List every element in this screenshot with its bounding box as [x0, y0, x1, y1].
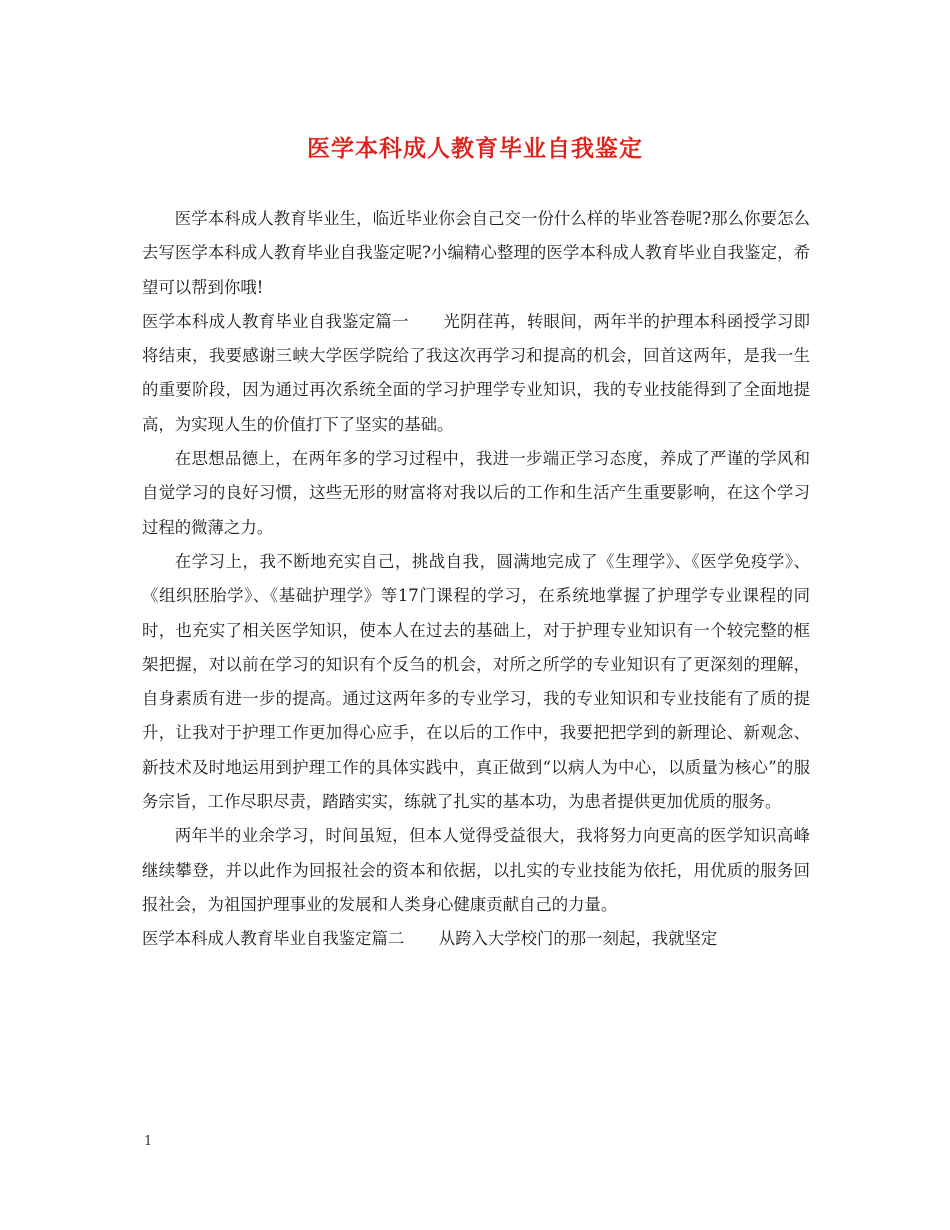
section-one-lead: 光阴荏苒，转眼间，两年半的护理本科函授学习即将结束，我要感谢三峡大学医学院给了我这次再学习和提高的机会，回首这两年，是我一生的重要阶段，因为通过再次系统全面的学习护理学专业知识，我的专业技能得到了全面地提高，为实现人生的价值打下了坚实的基础。 [142, 311, 811, 434]
body-paragraph-morality: 在思想品德上，在两年多的学习过程中，我进一步端正学习态度，养成了严谨的学风和自觉学习的良好习惯，这些无形的财富将对我以后的工作和生活产生重要影响，在这个学习过程的微薄之力。 [142, 449, 810, 537]
section-one-paragraph [142, 305, 810, 442]
section-two-lead: 从跨入大学校门的那一刻起，我就坚定 [438, 929, 718, 949]
section-two-heading: 医学本科成人教育毕业自我鉴定篇二 [142, 929, 405, 949]
section-one-heading: 医学本科成人教育毕业自我鉴定篇一 [142, 311, 409, 331]
body-paragraph-study: 在学习上，我不断地充实自己，挑战自我，圆满地完成了《生理学》、《医学免疫学》、《组织胚胎学》、《基础护理学》等17门课程的学习，在系统地掌握了护理学专业课程的同时，也充实了相关医学知识，使本人在过去的基础上，对于护理专业知识有一个较完整的框架把握，对以前在学习的知识有个反刍的机会，对所之所学的专业知识有了更深刻的理解，自身素质有进一步的提高。通过这两年多的专业学习，我的专业知识和专业技能有了质的提升，让我对于护理工作更加得心应手，在以后的工作中，我要把把学到的新理论、新观念、新技术及时地运用到护理工作的具体实践中，真正做到“以病人为中心，以质量为核心”的服务宗旨，工作尽职尽责，踏踏实实，练就了扎实的基本功，为患者提供更加优质的服务。 [142, 551, 810, 812]
intro-paragraph: 医学本科成人教育毕业生，临近毕业你会自己交一份什么样的毕业答卷呢?那么你要怎么去写医学本科成人教育毕业自我鉴定呢?小编精心整理的医学本科成人教育毕业自我鉴定，希望可以帮到你哦! [142, 209, 810, 297]
page-number: 1 [144, 1134, 153, 1149]
document-title: 医学本科成人教育毕业自我鉴定 [307, 136, 643, 162]
section-two-paragraph [142, 922, 810, 956]
document-body [142, 202, 810, 957]
body-paragraph-conclusion: 两年半的业余学习，时间虽短，但本人觉得受益很大，我将努力向更高的医学知识高峰继续攀登，并以此作为回报社会的资本和依据，以扎实的专业技能为依托，用优质的服务回报社会，为祖国护理事业的发展和人类身心健康贡献自己的力量。 [142, 826, 810, 914]
